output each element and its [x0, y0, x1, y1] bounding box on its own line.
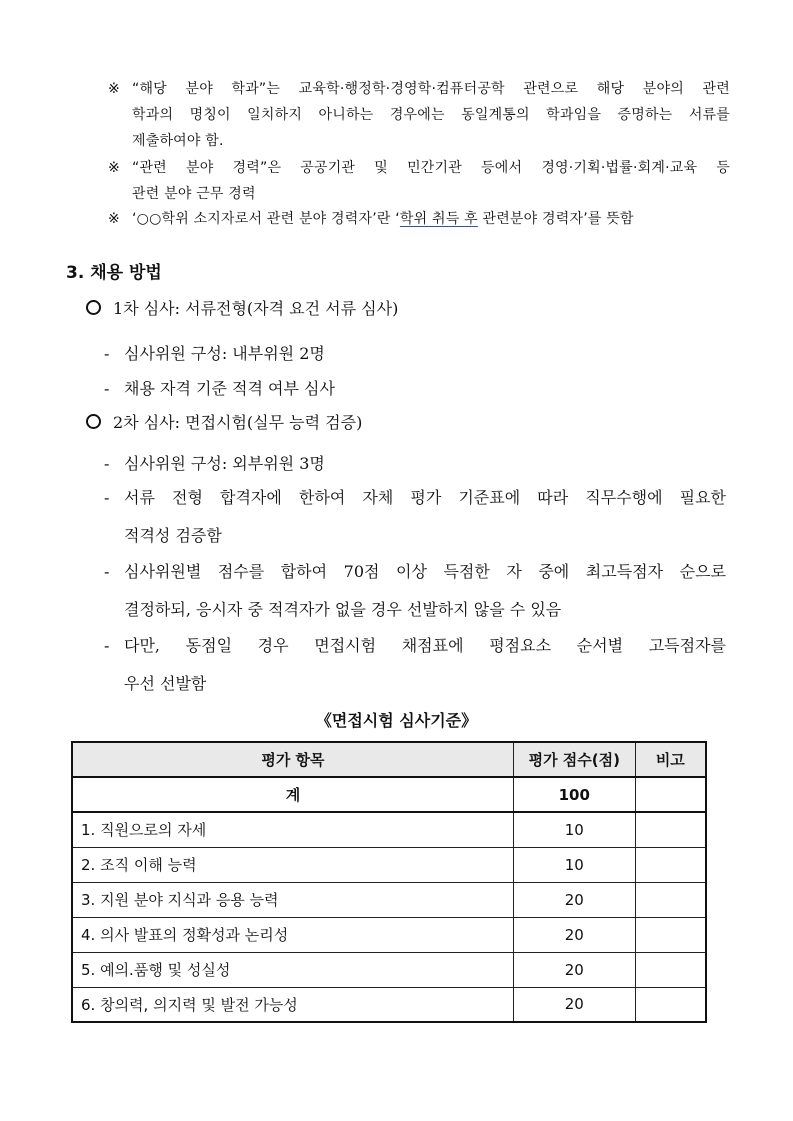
total-label: 계: [72, 777, 513, 812]
list-item-text: 서류 전형 합격자에 한하여 자체 평가 기준표에 따라 직무수행에 필요한: [124, 488, 726, 507]
stage-heading: [86, 410, 362, 433]
dash-bullet: -: [104, 636, 110, 655]
table-row: [72, 917, 706, 952]
note-cell: [635, 917, 706, 952]
item-cell: 2. 조직 이해 능력: [72, 847, 513, 882]
dash-bullet: -: [104, 454, 110, 473]
score-cell: 20: [513, 952, 635, 987]
circle-bullet-icon: [86, 414, 101, 429]
item-cell: 5. 예의.품행 및 성실성: [72, 952, 513, 987]
list-item-text: 심사위원 구성: 외부위원 3명: [124, 454, 325, 473]
note-line: 관련 분야 근무 경력: [132, 186, 256, 202]
list-item-text: 다만, 동점일 경우 면접시험 채점표에 평점요소 순서별 고득점자를: [124, 636, 726, 655]
section-title: 3. 채용 방법: [66, 263, 162, 283]
table-header-row: [72, 742, 706, 777]
note-cell: [635, 847, 706, 882]
total-row: [72, 777, 706, 812]
note-line: 학과의 명칭이 일치하지 아니하는 경우에는 동일계통의 학과임을 증명하는 서류를: [132, 107, 730, 123]
note-line: “관련 분야 경력”은 공공기관 및 민간기관 등에서 경영·기획·법률·회계·교육 등: [132, 160, 730, 176]
table-row: [72, 987, 706, 1022]
column-header: 평가 항목: [72, 742, 513, 777]
score-cell: 10: [513, 812, 635, 847]
table-row: [72, 952, 706, 987]
list-item: [104, 479, 726, 555]
stage-heading-text: 1차 심사: 서류전형(자격 요건 서류 심사): [113, 299, 399, 318]
note-text: 관련분야 경력자’를 뜻함: [477, 211, 634, 227]
note-cell: [635, 987, 706, 1022]
score-cell: 20: [513, 987, 635, 1022]
list-item: [104, 627, 726, 703]
dash-bullet: -: [104, 562, 110, 581]
dash-bullet: -: [104, 344, 110, 363]
note-cell: [635, 812, 706, 847]
list-item-text: 적격성 검증함: [124, 526, 222, 545]
note-degree-holder: [108, 206, 730, 232]
note-cell: [635, 952, 706, 987]
item-cell: 6. 창의력, 의지력 및 발전 가능성: [72, 987, 513, 1022]
list-item-text: 심사위원 구성: 내부위원 2명: [124, 344, 325, 363]
dash-bullet: -: [104, 488, 110, 507]
note-line: [132, 206, 730, 232]
table-title: 《면접시험 심사기준》: [315, 711, 478, 730]
dash-bullet: -: [104, 379, 110, 398]
column-header: 비고: [635, 742, 706, 777]
list-item: [104, 335, 726, 373]
column-header: 평가 점수(점): [513, 742, 635, 777]
list-item-text: 결정하되, 응시자 중 적격자가 없을 경우 선발하지 않을 수 있음: [124, 600, 562, 619]
note-cell: [635, 882, 706, 917]
list-item: [104, 553, 726, 629]
note-career: [108, 155, 730, 207]
item-cell: 4. 의사 발표의 정확성과 논리성: [72, 917, 513, 952]
total-note: [635, 777, 706, 812]
total-score: 100: [513, 777, 635, 812]
stage-heading: [86, 296, 398, 319]
score-cell: 20: [513, 882, 635, 917]
list-item: [104, 445, 726, 483]
list-item-text: 심사위원별 점수를 합하여 70점 이상 득점한 자 중에 최고득점자 순으로: [124, 562, 726, 581]
note-line: 제출하여야 함.: [132, 133, 224, 149]
score-cell: 20: [513, 917, 635, 952]
table-row: [72, 882, 706, 917]
circle-bullet-icon: [86, 300, 101, 315]
note-text: ‘○○학위 소지자로서 관련 분야 경력자’란 ‘: [132, 211, 400, 227]
list-item-text: 채용 자격 기준 적격 여부 심사: [124, 379, 335, 398]
note-department: [108, 76, 730, 154]
note-mark: ※: [108, 211, 120, 227]
note-mark: ※: [108, 81, 120, 97]
evaluation-table: [71, 741, 707, 1023]
note-mark: ※: [108, 160, 120, 176]
list-item-text: 우선 선발함: [124, 674, 207, 693]
score-cell: 10: [513, 847, 635, 882]
list-item: [104, 370, 726, 408]
note-line: “해당 분야 학과”는 교육학·행정학·경영학·컴퓨터공학 관련으로 해당 분야의 관련: [132, 81, 730, 97]
item-cell: 1. 직원으로의 자세: [72, 812, 513, 847]
stage-heading-text: 2차 심사: 면접시험(실무 능력 검증): [113, 413, 363, 432]
item-cell: 3. 지원 분야 지식과 응용 능력: [72, 882, 513, 917]
table-row: [72, 847, 706, 882]
table-row: [72, 812, 706, 847]
underlined-text: 학위 취득 후: [399, 211, 478, 227]
